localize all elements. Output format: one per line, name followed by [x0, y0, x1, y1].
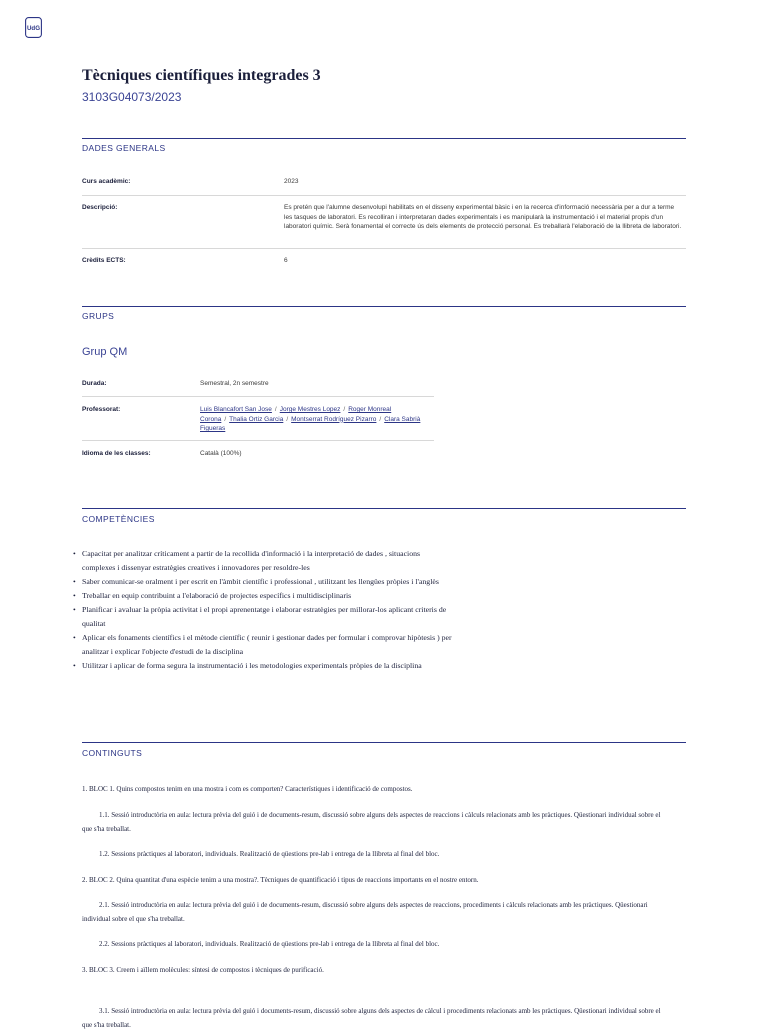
competence-item: • Utilitzar i aplicar de forma segura la instrumentació i les metodologies experimentals pròpies de la disciplina	[82, 659, 454, 673]
udg-logo[interactable]	[25, 17, 42, 38]
teacher-link[interactable]: Thalia Ortiz Garcia	[229, 415, 284, 423]
group-value: Català (100%)	[200, 450, 242, 457]
content-session: 2.1. Sessió introductòria en aula: lectura prèvia del guió i de documents-resum, discussió sobre alguns dels aspectes de reaccions, procediments i càlculs relacionats amb les pràctiques. Qüestionari individual sobre el que s'ha treballat.	[82, 901, 648, 923]
content-session: 1.1. Sessió introductòria en aula: lectura prèvia del guió i de documents-resum, discussió sobre alguns dels aspectes de reaccions i càlculs relacionats amb les pràctiques. Qüestionari individual sobre el que s'ha treballat.	[82, 811, 661, 833]
info-row-ects	[82, 249, 686, 271]
section-heading-competences: COMPETÈNCIES	[82, 514, 155, 524]
content-block: 3. BLOC 3. Creem i aïllem molècules: síntesi de compostos i tècniques de purificació.	[82, 966, 324, 974]
teacher-list	[200, 405, 430, 434]
subject-code: 3103G04073/2023	[82, 90, 182, 104]
group-row-language	[82, 441, 434, 467]
info-label: Descripció:	[82, 204, 118, 211]
content-session: 3.1. Sessió introductòria en aula: lectura prèvia del guió i documents-resum, discussió sobre alguns dels aspectes de càlcul i procediments relacionats amb les pràctiques. Qüestionari individual sobre el que s'ha treballat.	[82, 1007, 661, 1029]
info-label: Crèdits ECTS:	[82, 257, 126, 264]
info-value: Es pretén que l'alumne desenvolupi habilitats en el disseny experimental bàsic i en la recerca d'informació necessària per a dur a terme les tasques de laboratori. Es recolliran i interpretaran dades experimentals i es manipularà la instrumentació i el material propis d'un laboratori químic. Serà fonamental el correcte ús dels elements de protecció personal. Es treballarà l'elaboració de la llibreta de laboratori.	[284, 204, 682, 230]
section-heading-groups: GRUPS	[82, 311, 115, 321]
content-block: 2. BLOC 2. Quina quantitat d'una espècie tenim a una mostra?. Tècniques de quantificació i tipus de reaccions importants en el nostre entorn.	[82, 876, 479, 884]
group-value: Semestral, 2n semestre	[200, 380, 269, 387]
group-label: Idioma de les classes:	[82, 450, 151, 457]
section-heading-general: DADES GENERALS	[82, 143, 166, 153]
info-value: 2023	[284, 178, 299, 185]
section-divider	[82, 742, 686, 743]
separator: /	[274, 406, 277, 413]
group-label: Professorat:	[82, 406, 121, 413]
competence-item: • Capacitat per analitzar críticament a partir de la recollida d'informació i la interpretació de dades , situacions complexes i dissenyar estratègies creatives i innovadores per resoldre-les	[82, 547, 454, 575]
info-value: 6	[284, 257, 288, 264]
group-row-duration	[82, 373, 434, 397]
logo-text: UdG	[26, 25, 41, 33]
competence-item: • Saber comunicar-se oralment i per escrit en l'àmbit científic i professional , utilitzant les llengües pròpies i l'anglès	[82, 575, 454, 589]
content-block: 1. BLOC 1. Quins compostos tenim en una mostra i com es comporten? Característiques i identificació de compostos.	[82, 785, 413, 793]
competence-item: • Aplicar els fonaments científics i el mètode científic ( reunir i gestionar dades per formular i comprovar hipòtesis ) per analitzar i explicar l'objecte d'estudi de la disciplina	[82, 631, 454, 659]
group-title: Grup QM	[82, 346, 128, 358]
section-divider	[82, 138, 686, 139]
separator: /	[343, 406, 346, 413]
teacher-link[interactable]: Luis Blancafort San Jose	[200, 406, 272, 413]
page-title: Tècniques científiques integrades 3	[82, 67, 321, 84]
info-row-description	[82, 196, 686, 249]
group-row-teachers	[82, 397, 434, 441]
teacher-link[interactable]: Roger Monreal Corona	[200, 406, 392, 423]
competence-list	[82, 547, 454, 673]
separator: /	[286, 415, 289, 423]
info-label: Curs acadèmic:	[82, 178, 131, 185]
content-session: 1.2. Sessions pràctiques al laboratori, individuals. Realització de qüestions pre-lab i entrega de la llibreta al final del bloc.	[99, 850, 440, 858]
info-row-academic-year	[82, 172, 686, 196]
content-session: 2.2. Sessions pràctiques al laboratori, individuals. Realització de qüestions pre-lab i entrega de la llibreta al final del bloc.	[99, 940, 440, 948]
teacher-link[interactable]: Clara Sabrià Figueras	[200, 415, 421, 432]
competence-item: • Treballar en equip contribuint a l'elaboració de projectes específics i multidisciplinaris	[82, 589, 454, 603]
section-heading-contents: CONTINGUTS	[82, 748, 143, 758]
teacher-link[interactable]: Montserrat Rodríguez Pizarro	[291, 415, 377, 423]
competence-item: • Planificar i avaluar la pròpia activitat i el propi aprenentatge i elaborar estratègies per millorar-los aplicant criteris de qualitat	[82, 603, 454, 631]
separator: /	[224, 415, 227, 423]
teacher-link[interactable]: Jorge Mestres Lopez	[279, 406, 341, 413]
section-divider	[82, 508, 686, 509]
section-divider	[82, 306, 686, 307]
group-label: Durada:	[82, 380, 107, 387]
separator: /	[379, 415, 382, 423]
